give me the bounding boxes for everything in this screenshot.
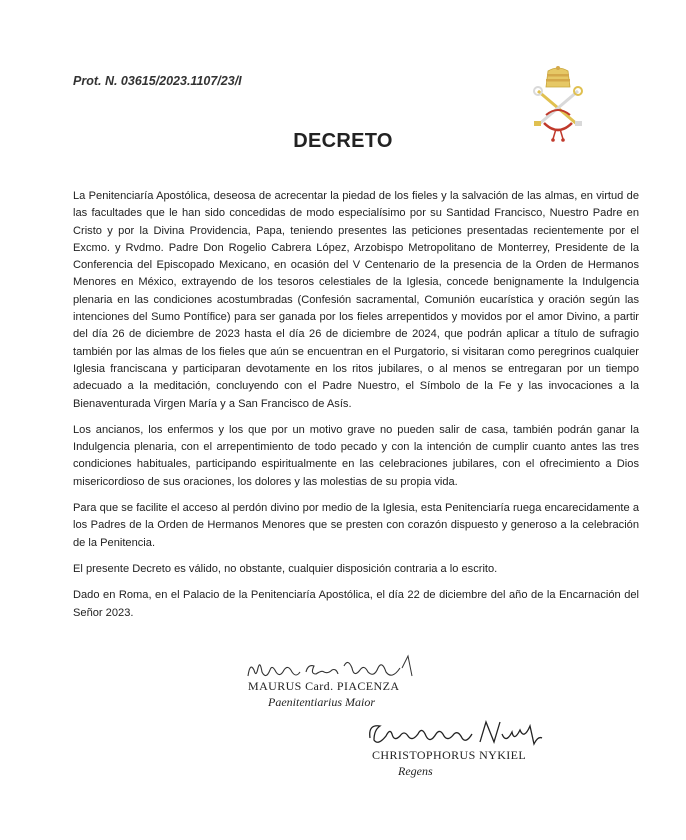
paragraph-1: La Penitenciaría Apostólica, deseosa de acrecentar la piedad de los fieles y la salvación de las almas, en virtud de las facultades que le han sido concedidas de modo especialísimo por su Santidad Francisco, Nuestro Padre en Cristo y por la Divina Providencia, Papa, teniendo presentes las peticiones presentadas recientemente por el Excmo. y Rvdmo. Padre Don Rogelio Cabrera López, Arzobispo Metropolitano de Monterrey, Presidente de la Conferencia del Episcopado Mexicano, en ocasión del V Centenario de la presencia de la Orden de Hermanos Menores en México, extrayendo de los tesoros celestiales de la Iglesia, concede benignamente la Indulgencia plenaria en las condiciones acostumbradas (Confesión sacramental, Comunión eucarística y oración según las intenciones del Sumo Pontífice) para ser ganada por los fieles arrepentidos y movidos por el amor Divino, a partir del día 26 de diciembre de 2023 hasta el día 26 de diciembre de 2024, que podrán aplicar a título de sufragio también por las almas de los fieles que aún se encuentran en el Purgatorio, si visitaran como peregrinos cualquier Iglesia franciscana y participaran devotamente en los ritos jubilares, o al menos se entregaran por un tiempo adecuado a la meditación, concluyendo con el Padre Nuestro, el Símbolo de la Fe y las invocaciones a la Bienaventurada Virgen María y a San Francisco de Asís.	[73, 190, 639, 410]
signatory-role-nykiel: Regens	[398, 764, 433, 778]
signatory-role-piacenza: Paenitentiarius Maior	[268, 695, 375, 709]
paragraph-5: Dado en Roma, en el Palacio de la Penitenciaría Apostólica, el día 22 de diciembre del año de la Encarnación del Señor 2023.	[73, 589, 639, 619]
decree-body	[73, 188, 639, 631]
protocol-number: Prot. N. 03615/2023.1107/23/I	[73, 74, 242, 88]
signatory-name-piacenza: MAURUS Card. PIACENZA	[248, 679, 400, 693]
paragraph-4: El presente Decreto es válido, no obstante, cualquier disposición contraria a lo escrito.	[73, 562, 498, 575]
signatory-name-nykiel: CHRISTOPHORUS NYKIEL	[372, 748, 527, 762]
document-title: DECRETO	[293, 130, 393, 152]
paragraph-3: Para que se facilite el acceso al perdón divino por medio de la Iglesia, esta Penitenciaría ruega encarecidamente a los Padres de la Orden de Hermanos Menores que se presten con corazón dispuesto y generoso a la celebración de la Penitencia.	[73, 502, 639, 549]
paragraph-2: Los ancianos, los enfermos y los que por un motivo grave no pueden salir de casa, también podrán ganar la Indulgencia plenaria, con el arrepentimiento de todo pecado y con la intención de cumplir cuanto antes las tres condiciones habituales, participando espiritualmente en las celebraciones jubilares, con el ofrecimiento a Dios misericordioso de sus oraciones, los dolores y las molestias de su propia vida.	[73, 423, 639, 488]
signature-nykiel	[364, 716, 546, 750]
